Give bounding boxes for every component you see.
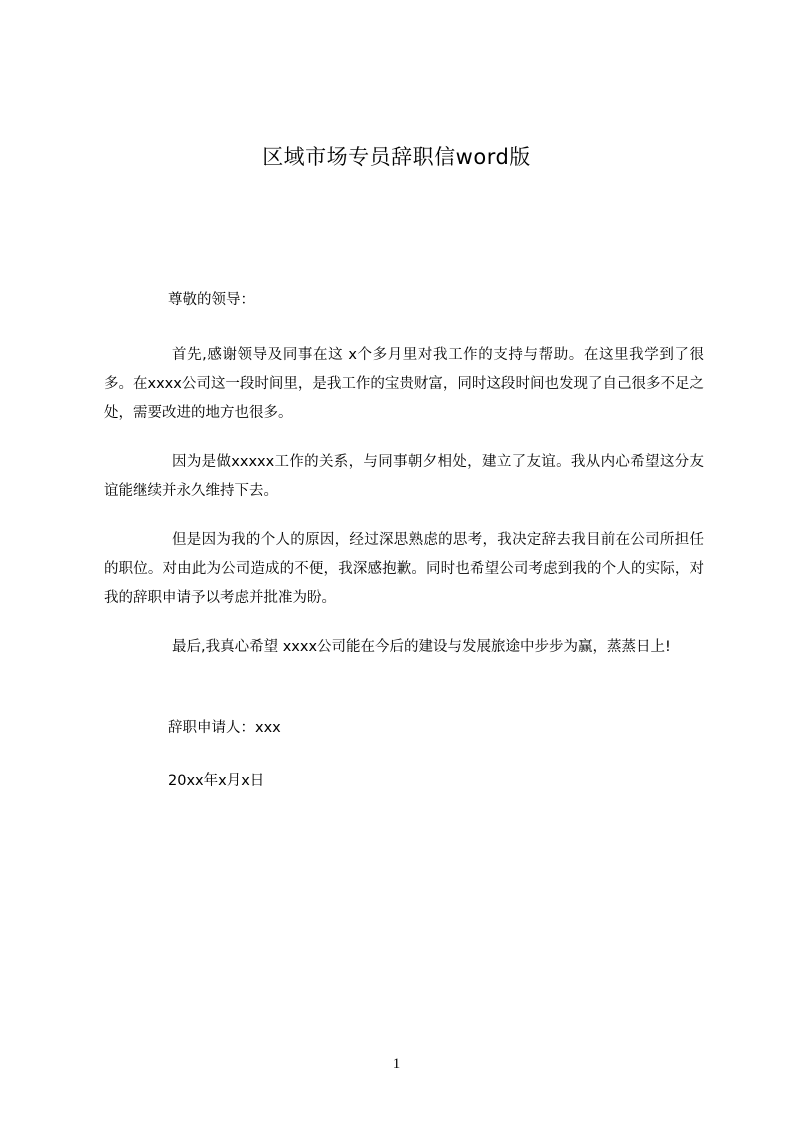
paragraph-3: 但是因为我的个人的原因，经过深思熟虑的思考，我决定辞去我目前在公司所担任的职位。对由此为公司造成的不便，我深感抱歉。同时也希望公司考虑到我的个人的实际，对我的辞职申请予以考虑并批准为盼。 <box>104 532 704 606</box>
date-line: 20xx年x月x日 <box>168 773 265 789</box>
page-number: 1 <box>392 1056 401 1072</box>
salutation: 尊敬的领导： <box>168 292 255 308</box>
signer-line: 辞职申请人：xxx <box>168 720 281 736</box>
paragraph-1: 首先,感谢领导及同事在这 x个多月里对我工作的支持与帮助。在这里我学到了很多。在xxxx公司这一段时间里，是我工作的宝贵财富，同时这段时间也发现了自己很多不足之处，需要改进的地方也很多。 <box>104 347 704 421</box>
paragraph-2: 因为是做xxxxx工作的关系，与同事朝夕相处，建立了友谊。我从内心希望这分友谊能继续并永久维持下去。 <box>104 454 704 499</box>
document-title: 区域市场专员辞职信word版 <box>262 145 531 169</box>
paragraph-4: 最后,我真心希望 xxxx公司能在今后的建设与发展旅途中步步为赢，蒸蒸日上! <box>172 639 671 655</box>
